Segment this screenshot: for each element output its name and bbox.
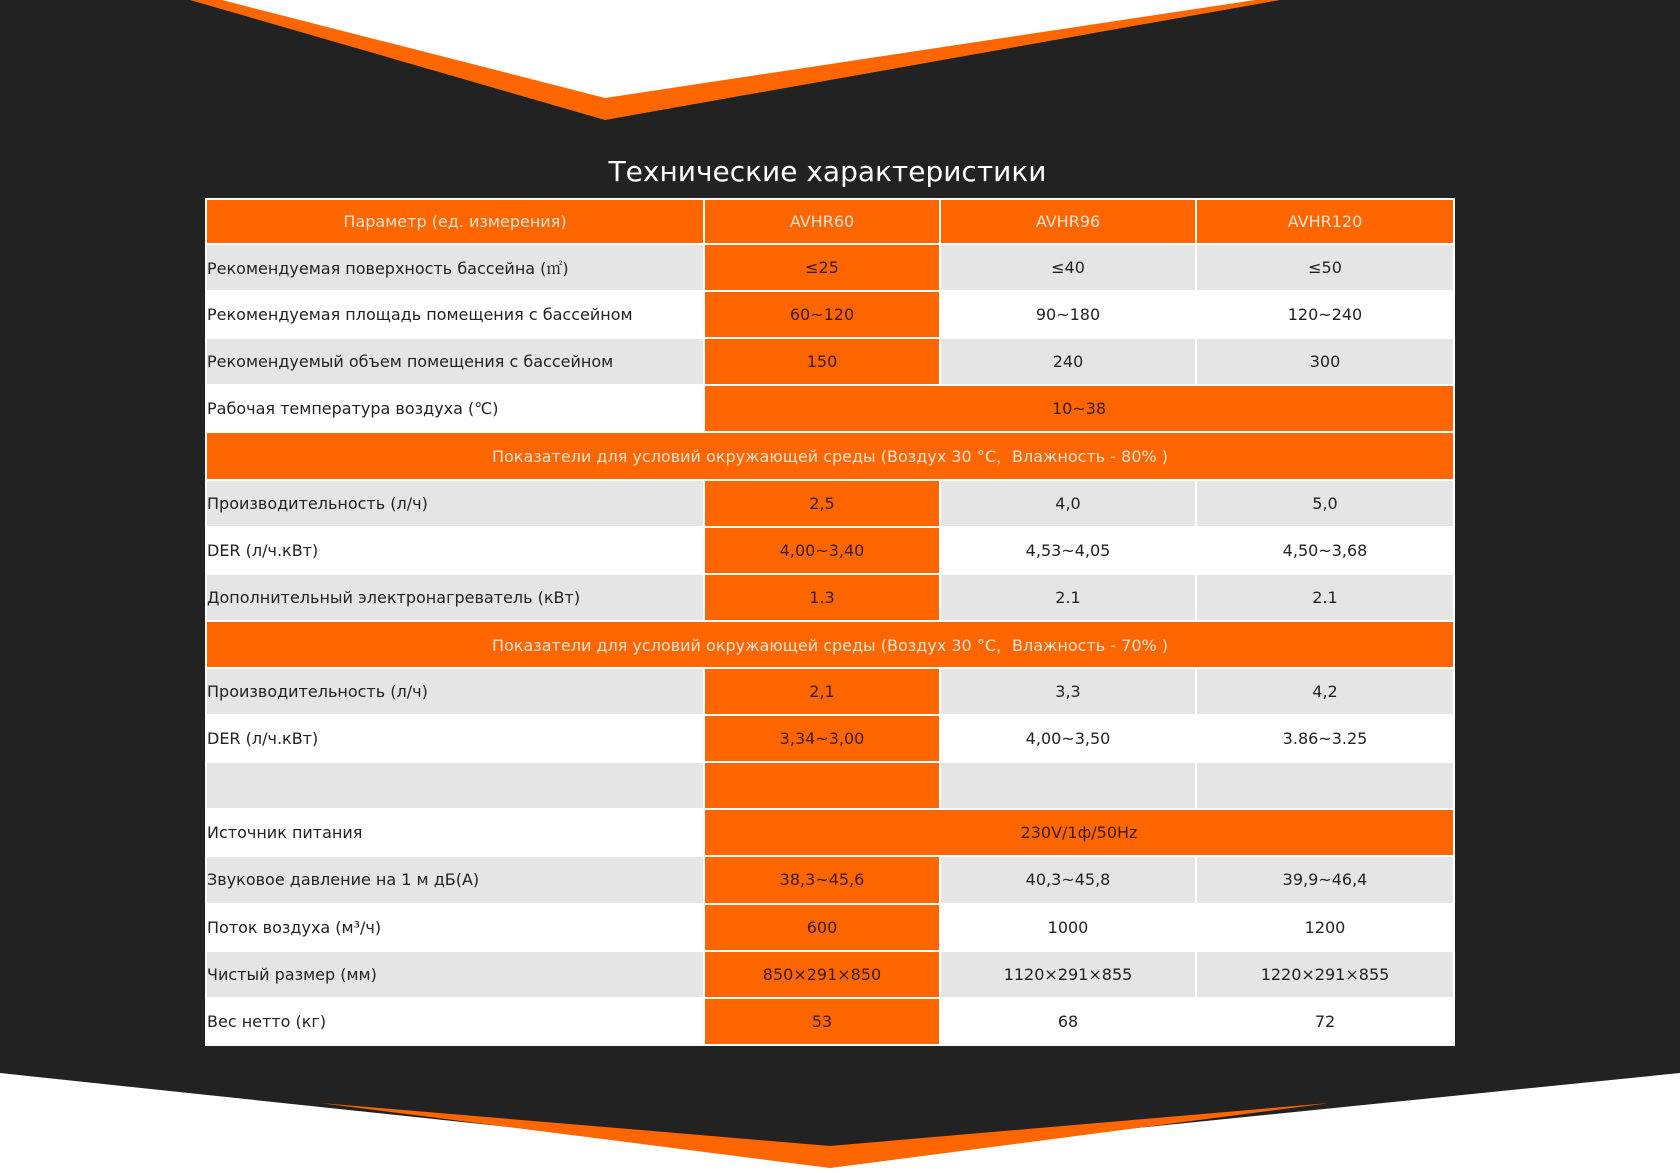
- cell-model-3: 39,9~46,4: [1196, 856, 1454, 903]
- cell-model-1: 53: [704, 998, 940, 1045]
- cell-model-2: 3,3: [940, 668, 1196, 715]
- cell-model-1: [704, 762, 940, 809]
- table-header-row: [206, 199, 1454, 244]
- row-label: Рабочая температура воздуха (℃): [206, 385, 704, 432]
- cell-model-3: 1200: [1196, 904, 1454, 951]
- cell-model-3: 5,0: [1196, 480, 1454, 527]
- cell-model-2: 4,0: [940, 480, 1196, 527]
- specs-table: [205, 198, 1455, 1046]
- page-title: Технические характеристики: [608, 154, 1047, 188]
- cell-model-3: [1196, 762, 1454, 809]
- cell-model-1: 60~120: [704, 291, 940, 338]
- cell-model-2: 4,00~3,50: [940, 715, 1196, 762]
- row-label: Дополнительный электронагреватель (кВт): [206, 574, 704, 621]
- table-row: [206, 904, 1454, 951]
- cell-model-3: 2.1: [1196, 574, 1454, 621]
- cell-model-2: 40,3~45,8: [940, 856, 1196, 903]
- table-row: [206, 385, 1454, 432]
- section-title: Показатели для условий окружающей среды (Воздух 30 °C，Влажность - 80% ): [206, 432, 1454, 479]
- table-row: [206, 291, 1454, 338]
- cell-model-3: ≤50: [1196, 244, 1454, 291]
- cell-model-2: 4,53~4,05: [940, 527, 1196, 574]
- cell-model-2: [940, 762, 1196, 809]
- row-label: Производительность (л/ч): [206, 480, 704, 527]
- cell-model-2: 240: [940, 338, 1196, 385]
- cell-model-2: 2.1: [940, 574, 1196, 621]
- cell-model-1: 38,3~45,6: [704, 856, 940, 903]
- row-label: Чистый размер (мм): [206, 951, 704, 998]
- row-label: Рекомендуемая площадь помещения с бассейном: [206, 291, 704, 338]
- table-row: [206, 998, 1454, 1045]
- cell-model-1: ≤25: [704, 244, 940, 291]
- table-row: [206, 480, 1454, 527]
- row-shared-value: 230V/1ф/50Hz: [704, 809, 1454, 856]
- table-row: [206, 715, 1454, 762]
- row-label: Рекомендуемый объем помещения с бассейном: [206, 338, 704, 385]
- row-label: Поток воздуха (м³/ч): [206, 904, 704, 951]
- header-model-3: AVHR120: [1196, 199, 1454, 244]
- cell-model-3: 300: [1196, 338, 1454, 385]
- table-row: [206, 762, 1454, 809]
- row-label: DER (л/ч.кВт): [206, 527, 704, 574]
- cell-model-3: 1220×291×855: [1196, 951, 1454, 998]
- section-row: [206, 621, 1454, 668]
- cell-model-1: 600: [704, 904, 940, 951]
- cell-model-3: 4,2: [1196, 668, 1454, 715]
- cell-model-3: 72: [1196, 998, 1454, 1045]
- cell-model-1: 3,34~3,00: [704, 715, 940, 762]
- table-row: [206, 951, 1454, 998]
- cell-model-2: 90~180: [940, 291, 1196, 338]
- table-row: [206, 574, 1454, 621]
- cell-model-1: 150: [704, 338, 940, 385]
- cell-model-3: 120~240: [1196, 291, 1454, 338]
- header-parameter: Параметр (ед. измерения): [206, 199, 704, 244]
- cell-model-2: 68: [940, 998, 1196, 1045]
- table-row: [206, 244, 1454, 291]
- cell-model-1: 4,00~3,40: [704, 527, 940, 574]
- cell-model-2: 1120×291×855: [940, 951, 1196, 998]
- specs-table-body: [206, 244, 1454, 1045]
- table-row: [206, 856, 1454, 903]
- cell-model-3: 3.86~3.25: [1196, 715, 1454, 762]
- cell-model-1: 1.3: [704, 574, 940, 621]
- row-label: Производительность (л/ч): [206, 668, 704, 715]
- section-row: [206, 432, 1454, 479]
- table-row: [206, 668, 1454, 715]
- cell-model-3: 4,50~3,68: [1196, 527, 1454, 574]
- header-model-2: AVHR96: [940, 199, 1196, 244]
- row-label: [206, 762, 704, 809]
- row-label: Звуковое давление на 1 м дБ(А): [206, 856, 704, 903]
- cell-model-2: ≤40: [940, 244, 1196, 291]
- section-title: Показатели для условий окружающей среды (Воздух 30 °C，Влажность - 70% ): [206, 621, 1454, 668]
- row-shared-value: 10~38: [704, 385, 1454, 432]
- row-label: Рекомендуемая поверхность бассейна (㎡): [206, 244, 704, 291]
- row-label: Источник питания: [206, 809, 704, 856]
- table-row: [206, 527, 1454, 574]
- cell-model-1: 2,1: [704, 668, 940, 715]
- header-model-1: AVHR60: [704, 199, 940, 244]
- table-row: [206, 338, 1454, 385]
- cell-model-2: 1000: [940, 904, 1196, 951]
- table-row: [206, 809, 1454, 856]
- row-label: DER (л/ч.кВт): [206, 715, 704, 762]
- cell-model-1: 2,5: [704, 480, 940, 527]
- row-label: Вес нетто (кг): [206, 998, 704, 1045]
- cell-model-1: 850×291×850: [704, 951, 940, 998]
